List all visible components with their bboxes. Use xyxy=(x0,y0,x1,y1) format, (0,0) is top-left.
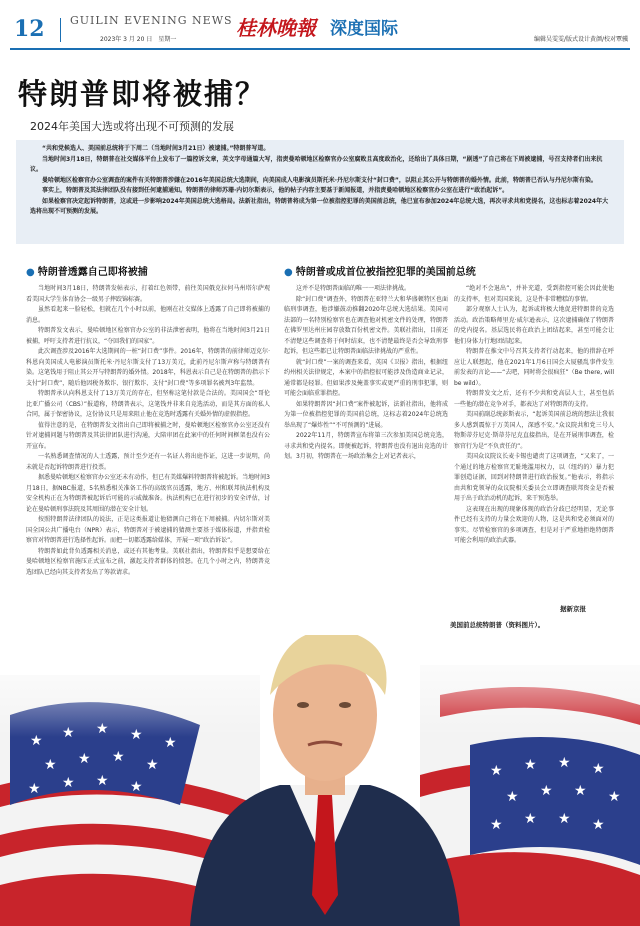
body-paragraph: 特朗普发文之后，还有不少共和党高层人士，甚至包括一些他的潜在竞争对手，都表达了对特朗普的支持。 xyxy=(454,390,614,408)
article-subtitle: 2024年美国大选或将出现不可预测的发展 xyxy=(30,120,234,133)
body-paragraph: 此次调查涉及2016年大选期间的一桩“封口费”事件。2016年，特朗普的前律师迈克尔·科恩向美国成人电影演员斯托米·丹尼尔斯支付了13万美元，此前丹尼尔斯声称与特朗普有染。这笔钱用于阻止其公开与特朗普的婚外情。2018年，科恩表示自己是在特朗普的指示下支付“封口费”，随后他因税务欺诈、银行欺诈、支付“封口费”等多项罪名被判3年监禁。 xyxy=(26,348,270,387)
paper-logo: 桂林晚報 xyxy=(236,16,316,40)
body-paragraph: 按照特朗普法律团队的说法，正是这类报道让他猜测自己将在下周被捕。内切尔斯对美国全国公共广播电台（NPR）表示，特朗普对于被逮捕的猜测主要基于媒体报道，并指责检察官对特朗普进行选择性起诉。而把一切都透露给媒体，开展一项“政治诉讼”。 xyxy=(26,516,270,544)
body-paragraph: 除“封口费”调查外，特朗普在亚特兰大和华盛顿特区也面临刑事调查，他涉嫌鼓动推翻2020年总统大选结果。美国司法部的一名特别检察官也在调查他对机密文件的处理，特朗普在佛罗里达州庄园存放数百份机密文件。美联社指出，目前还不清楚这些调查将于何时结束，也不清楚最终是否会导致刑事起诉，但这些都已让特朗普面临法律挑战的严重性。 xyxy=(284,295,448,355)
photo-caption: 美国前总统特朗普（资料图片）。 xyxy=(450,621,545,629)
body-paragraph: 当地时间3月18日，特朗普发帖表示，打着红色领带，前往美国俄克拉何马州塔尔萨观看美国大学生体育协会一级男子摔跤锦标赛。 xyxy=(26,285,270,303)
body-paragraph: 这表现在出现的现象体现的政治分歧已经明显，无论事件已经有支持的力量会欢迎的人物，这是共和党必须面对的事实。尽管检察官的多项调查，但是对于严重地拒绝特朗普可能会利用的政治武器。 xyxy=(454,505,614,544)
middle-column xyxy=(284,284,448,564)
body-paragraph: 2022年11月，特朗普宣布将第三次参加美国总统竞选，寻求共和党内提名。即便被起诉，特朗普也没有退出竞选的计划。3月初，特朗普在一场政治集会上对记者表示， xyxy=(284,432,448,460)
page-header xyxy=(10,8,630,50)
summary-paragraph: 当地时间3月18日，特朗普在社交媒体平台上发布了一篇控诉文章，英文字母通篇大写，指责曼哈顿地区检察官办公室腐败且高度政治化，还给出了具体日期，“剧透”了自己将在下周被逮捕，号召支持者们出来抗议。 xyxy=(30,155,603,173)
summary-paragraph: 如果检察官决定起诉特朗普，这或进一步影响2024年美国总统大选格局。法新社指出，特朗普将成为第一位被指控犯罪的美国前总统，他已宣布参加2024年总统大选，再次寻求共和党提名，这也标志着2024年大选将出现不可预测的发展。 xyxy=(30,197,609,215)
body-paragraph: 如果特朗普因“封口费”案件被起诉，法新社指出，他将成为第一位被指控犯罪的美国前总统，这标志着2024年总统选举出现了“爆炸性”“不可预测的”进展。 xyxy=(284,400,448,429)
article-title: 特朗普即将被捕？ xyxy=(18,77,267,111)
page-number: 12 xyxy=(14,16,45,42)
body-paragraph: 特朗普如此背负透露相关消息，或还有其他考量。美联社指出，特朗普似乎是想要给在曼哈顿地区检察官施压正式宣布之前，激起支持者群体的愤怒。在几个小时之内，特朗普竞选团队已经向其支持者发出了筹款请求。 xyxy=(26,547,270,576)
paper-name-en: GUILIN EVENING NEWS xyxy=(70,14,233,27)
right-column xyxy=(454,284,614,600)
bullet-icon: ● xyxy=(284,267,293,278)
body-paragraph: 就“封口费”一案的调查来看，英国《卫报》指出，根据纽约州相关法律规定，本案中的指控很可能涉及伪造商业记录，通常都是轻罪。但如果涉及掩盖事实或更严重的刑事犯罪，则可能会面临重罪指控。 xyxy=(284,358,448,397)
body-paragraph: “绝对不会退出”，并补充道，受到指控可能会因此使他的支持率，但对美国来说，这是件非常糟糕的事情。 xyxy=(454,285,614,303)
issue-date: 2023年 3 月 20 日 星期一 xyxy=(100,36,177,43)
right-section-heading: ● 特朗普或成首位被指控犯罪的美国前总统 xyxy=(284,267,476,278)
left-section-heading: ● 特朗普透露自己即将被捕 xyxy=(26,267,148,278)
body-paragraph: 特朗普发文表示，曼哈顿地区检察官办公室的非法泄密表明，他将在当地时间3月21日被捕，呼吁支持者进行抗议，“夺回我们的国家”。 xyxy=(26,327,270,345)
summary-box xyxy=(16,140,624,244)
body-paragraph: 一名熟悉调查情况的人士透露，预计至少还有一名证人将出庭作证，这进一步说明，尚未就是否起诉特朗普进行投票。 xyxy=(26,453,270,471)
summary-paragraph: “共和党候选人、美国前总统将于下周二（当地时间3月21日）被逮捕。”特朗普写道。 xyxy=(42,145,270,152)
header-divider xyxy=(60,18,61,42)
body-paragraph: 特朗普承认向科恩支付了13万美元的存在，但坚称这笔付款是合法的。美国国会“哥伦比亚广播公司（CBS）”报道称，特朗普表示，这笔钱并非来自竞选活动，而是其方面的私人合同，属于保密协议，这份协议只是用来阻止他在竞选时透露有关婚外情的虚假指控。 xyxy=(26,390,270,418)
body-paragraph: 据悉曼哈顿地区检察官办公室还未有动作，但已有美媒爆料特朗普将被起诉。当地时间3月18日，据NBC报道，5名熟悉相关准备工作的高级官员透露，地方、州和联邦执法机构及安全机构正在为特朗普被起诉后可能的示威做准备。执法机构已在进行初步的安全评估，讨论在曼哈顿刑事法院及其周围的潜在安全计划。 xyxy=(26,474,270,513)
body-paragraph: 美国前副总统彭斯表示，“起诉美国前总统的想法让我很多人感到震惊于万美国人，深感不安。”众议院共和党三号人物斯蒂芬尼克·斯蒂芬尼克直接指出，是在开展刑事调查，检察官行为是“不负责任的”。 xyxy=(454,411,614,450)
bullet-icon: ● xyxy=(26,267,35,278)
body-paragraph: 部分观察人士认为，起诉或将极大地促进特朗普的竞选活动。政治策略师里克·威尔逊表示，这次逮捕确保了特朗普的党内提名。基层选民将在政治上团结起来，甚至可能会让他们身体力行地团结起来。 xyxy=(454,306,614,345)
summary-paragraph: 事实上，特朗普及其法律团队没有接到任何逮捕通知。特朗普的律师苏珊·内切尔斯表示，他的帖子内容主要基于新闻报道，并指责曼哈顿地区检察官办公室在进行“政治起诉”。 xyxy=(42,187,509,194)
body-paragraph: 虽然看起来一脸轻松，但就在几个小时以前，他刚在社交媒体上透露了自己即将被捕的消息。 xyxy=(26,306,270,324)
body-paragraph: 特朗普在推文中号召其支持者行动起来，他的措辞在呼应让人联想起，他在2021年1月6日国会大厦骚乱事件发生前发表的言论——“去吧，同时将会很疯狂”（Be there, will be wild）。 xyxy=(454,348,614,387)
body-paragraph: 这并不是特朗普面临的唯一一项法律挑战。 xyxy=(296,285,411,292)
byline: 据新京报 xyxy=(560,605,586,613)
section-title: 深度国际 xyxy=(330,19,398,39)
editor-credits: 编辑吴雯雯/版式设计黄颜/校对覃骥 xyxy=(533,36,628,43)
trump-flag-photo xyxy=(0,635,640,926)
body-paragraph: 值得注意的是，在特朗普发文指出自己即将被捕之时，曼哈顿地区检察官办公室还没有针对逮捕问题与特朗普及其法律团队进行沟通，大陪审团在此案中的任何时间框架也没有公开宣布。 xyxy=(26,421,270,450)
left-column xyxy=(26,284,270,674)
summary-paragraph: 曼哈顿地区检察官办公室调查的案件有关特朗普涉嫌在2016年美国总统大选期间，向美国成人电影演员斯托米·丹尼尔斯支付“封口费”，以阻止其公开与特朗普的婚外情。此前，特朗普已否认与丹尼尔斯有染。 xyxy=(42,176,597,184)
body-paragraph: 美国众议院议长麦卡锡也谴责了这项调查，“又来了，一个通过的地方检察官无耻地滥用权力，以（纽约的）暴力犯罪创造证据，回到对特朗普进行政治报复。”他表示，将指示由共和党领导的众议院相关委员会立即调查联邦资金是否被用于出于政治动机的起诉，来干预选举。 xyxy=(454,453,614,502)
